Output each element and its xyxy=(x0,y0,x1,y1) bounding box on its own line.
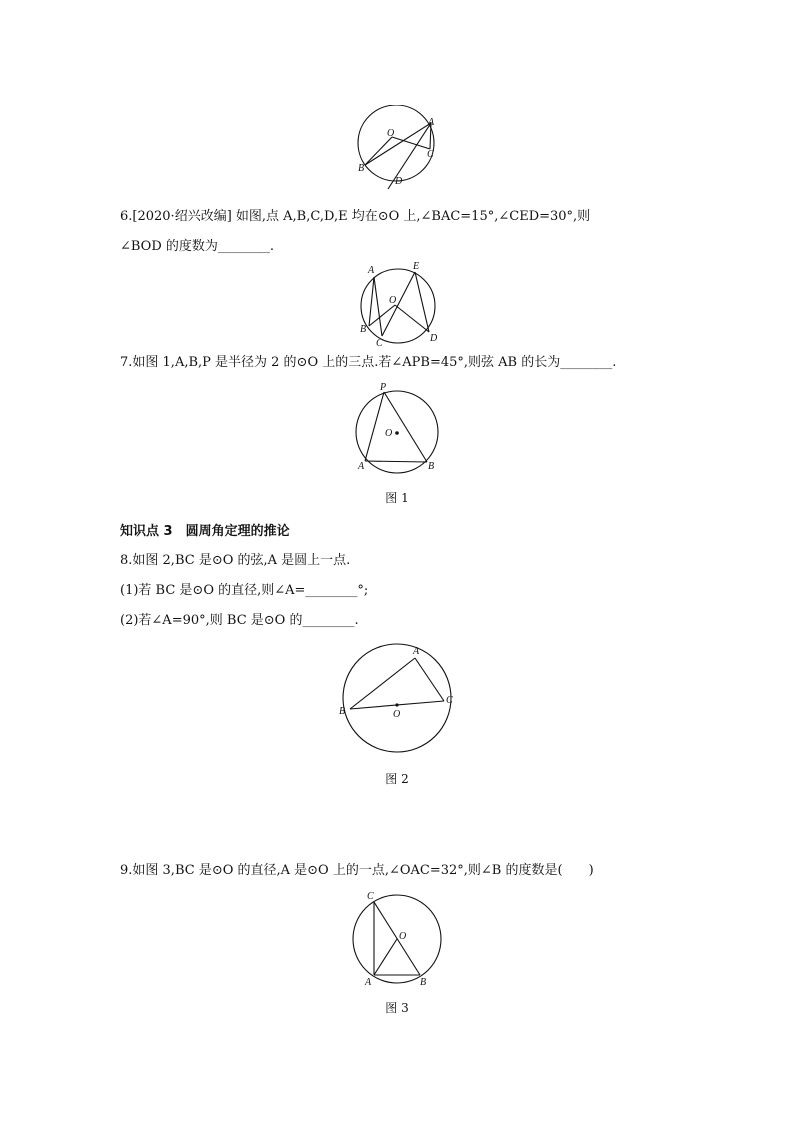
label-a: A xyxy=(368,265,375,276)
label-o: O xyxy=(393,709,401,720)
label-a: A xyxy=(358,461,365,472)
label-c: C xyxy=(446,695,453,706)
q6-line1: 6.[2020·绍兴改编] 如图,点 A,B,C,D,E 均在⊙O 上,∠BAC=15°,∠CED=30°,则 xyxy=(120,209,591,224)
label-c: C xyxy=(367,891,374,902)
label-b: B xyxy=(420,977,427,988)
figure-2 xyxy=(335,643,460,755)
q8-text: 8.如图 2,BC 是⊙O 的弦,A 是圆上一点. xyxy=(120,553,351,568)
caption-figure-1: 图 1 xyxy=(385,491,409,505)
figure-1 xyxy=(348,380,448,474)
label-o: O xyxy=(399,931,407,942)
label-d: D xyxy=(430,333,438,344)
label-d: D xyxy=(395,176,403,187)
figure-top xyxy=(350,105,450,190)
figure-q6 xyxy=(355,262,445,350)
label-b: B xyxy=(428,461,435,472)
label-b: B xyxy=(358,163,365,174)
label-c: C xyxy=(376,338,383,349)
figure-3 xyxy=(345,887,445,989)
q7-text: 7.如图 1,A,B,P 是半径为 2 的⊙O 上的三点.若∠APB=45°,则弦 AB 的长为________. xyxy=(120,355,617,370)
label-b: B xyxy=(339,706,346,717)
label-p: P xyxy=(380,382,387,393)
label-a: A xyxy=(413,646,420,657)
caption-figure-3: 图 3 xyxy=(385,1001,409,1015)
q6-line2: ∠BOD 的度数为________. xyxy=(120,239,275,254)
label-a: A xyxy=(365,977,372,988)
caption-figure-2: 图 2 xyxy=(385,772,409,786)
label-o: O xyxy=(387,128,395,139)
label-b: B xyxy=(360,324,367,335)
q8-part1: (1)若 BC 是⊙O 的直径,则∠A=________°; xyxy=(120,583,369,598)
q8-part2: (2)若∠A=90°,则 BC 是⊙O 的________. xyxy=(120,613,359,628)
label-c: C xyxy=(427,149,434,160)
q9-text: 9.如图 3,BC 是⊙O 的直径,A 是⊙O 上的一点,∠OAC=32°,则∠B 的度数是( ) xyxy=(120,863,594,878)
label-o: O xyxy=(385,428,393,439)
label-o: O xyxy=(389,295,397,306)
label-e: E xyxy=(413,262,420,272)
section-heading: 知识点 3 圆周角定理的推论 xyxy=(120,524,290,539)
label-a: A xyxy=(428,117,435,128)
